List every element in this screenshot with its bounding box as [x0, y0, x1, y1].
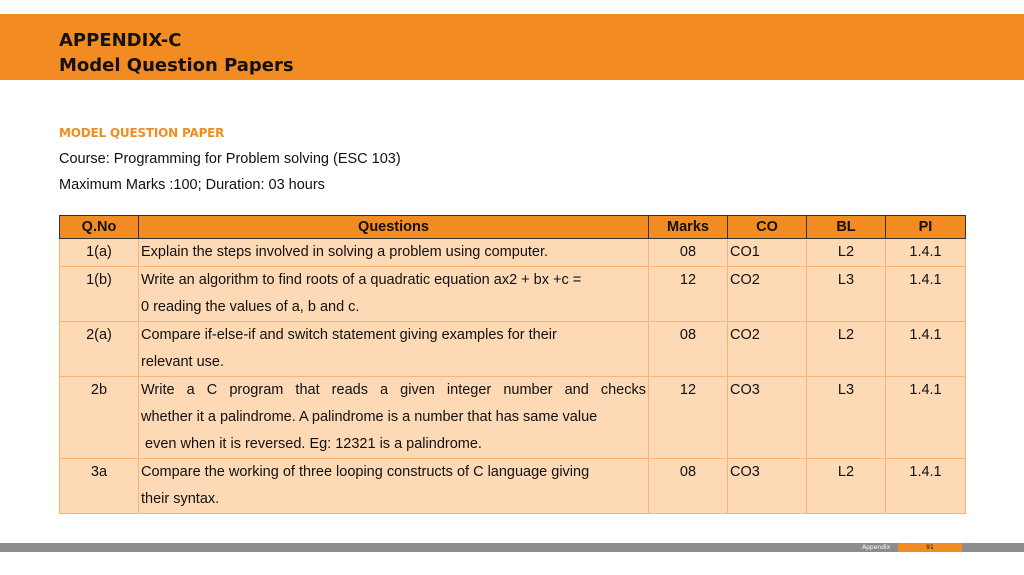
question-line: their syntax. — [141, 491, 220, 507]
appendix-title: APPENDIX-C — [59, 30, 182, 51]
question-line: whether it a palindrome. A palindrome is a number that has same value — [141, 409, 598, 425]
cell-co: CO2 — [728, 322, 807, 377]
cell-co: CO3 — [728, 377, 807, 459]
cell-pi: 1.4.1 — [886, 377, 966, 459]
footer-label: Appendix — [862, 544, 891, 551]
cell-pi: 1.4.1 — [886, 267, 966, 322]
column-header-bl: BL — [807, 216, 886, 239]
question-line: Write a C program that reads a given integer number and checks — [141, 382, 646, 398]
cell-marks: 08 — [649, 322, 728, 377]
table-header-row — [60, 216, 966, 239]
marks-duration-line: Maximum Marks :100; Duration: 03 hours — [59, 177, 325, 193]
column-header-questions: Questions — [139, 216, 649, 239]
question-line: Compare if-else-if and switch statement giving examples for their — [141, 327, 557, 343]
cell-question — [139, 322, 649, 377]
cell-qno: 2(a) — [60, 322, 139, 377]
cell-question — [139, 459, 649, 514]
header-banner — [0, 14, 1024, 80]
cell-marks: 12 — [649, 267, 728, 322]
cell-pi: 1.4.1 — [886, 459, 966, 514]
cell-bl: L2 — [807, 322, 886, 377]
cell-pi: 1.4.1 — [886, 322, 966, 377]
cell-marks: 08 — [649, 239, 728, 267]
cell-qno: 1(a) — [60, 239, 139, 267]
column-header-pi: PI — [886, 216, 966, 239]
cell-marks: 08 — [649, 459, 728, 514]
cell-bl: L2 — [807, 239, 886, 267]
column-header-qno: Q.No — [60, 216, 139, 239]
cell-qno: 3a — [60, 459, 139, 514]
column-header-marks: Marks — [649, 216, 728, 239]
cell-co: CO3 — [728, 459, 807, 514]
cell-bl: L3 — [807, 377, 886, 459]
cell-pi: 1.4.1 — [886, 239, 966, 267]
question-line: Write an algorithm to find roots of a quadratic equation ax2 + bx +c = — [141, 272, 582, 288]
cell-co: CO1 — [728, 239, 807, 267]
page-number: 91 — [898, 543, 962, 552]
cell-qno: 2b — [60, 377, 139, 459]
cell-bl: L3 — [807, 267, 886, 322]
cell-question — [139, 239, 649, 267]
table-row — [60, 239, 966, 267]
section-heading: MODEL QUESTION PAPER — [59, 126, 225, 140]
cell-co: CO2 — [728, 267, 807, 322]
cell-question — [139, 267, 649, 322]
question-table — [59, 215, 966, 514]
question-line: Explain the steps involved in solving a problem using computer. — [141, 244, 549, 260]
cell-question — [139, 377, 649, 459]
course-line: Course: Programming for Problem solving (ESC 103) — [59, 151, 401, 167]
column-header-co: CO — [728, 216, 807, 239]
question-line: Compare the working of three looping constructs of C language giving — [141, 464, 590, 480]
cell-qno: 1(b) — [60, 267, 139, 322]
appendix-subtitle: Model Question Papers — [59, 55, 294, 76]
table-row — [60, 267, 966, 322]
question-line: relevant use. — [141, 354, 225, 370]
question-line: 0 reading the values of a, b and c. — [141, 299, 360, 315]
table-row — [60, 322, 966, 377]
cell-bl: L2 — [807, 459, 886, 514]
question-line: even when it is reversed. Eg: 12321 is a palindrome. — [141, 436, 482, 452]
cell-marks: 12 — [649, 377, 728, 459]
table-row — [60, 459, 966, 514]
table-row — [60, 377, 966, 459]
